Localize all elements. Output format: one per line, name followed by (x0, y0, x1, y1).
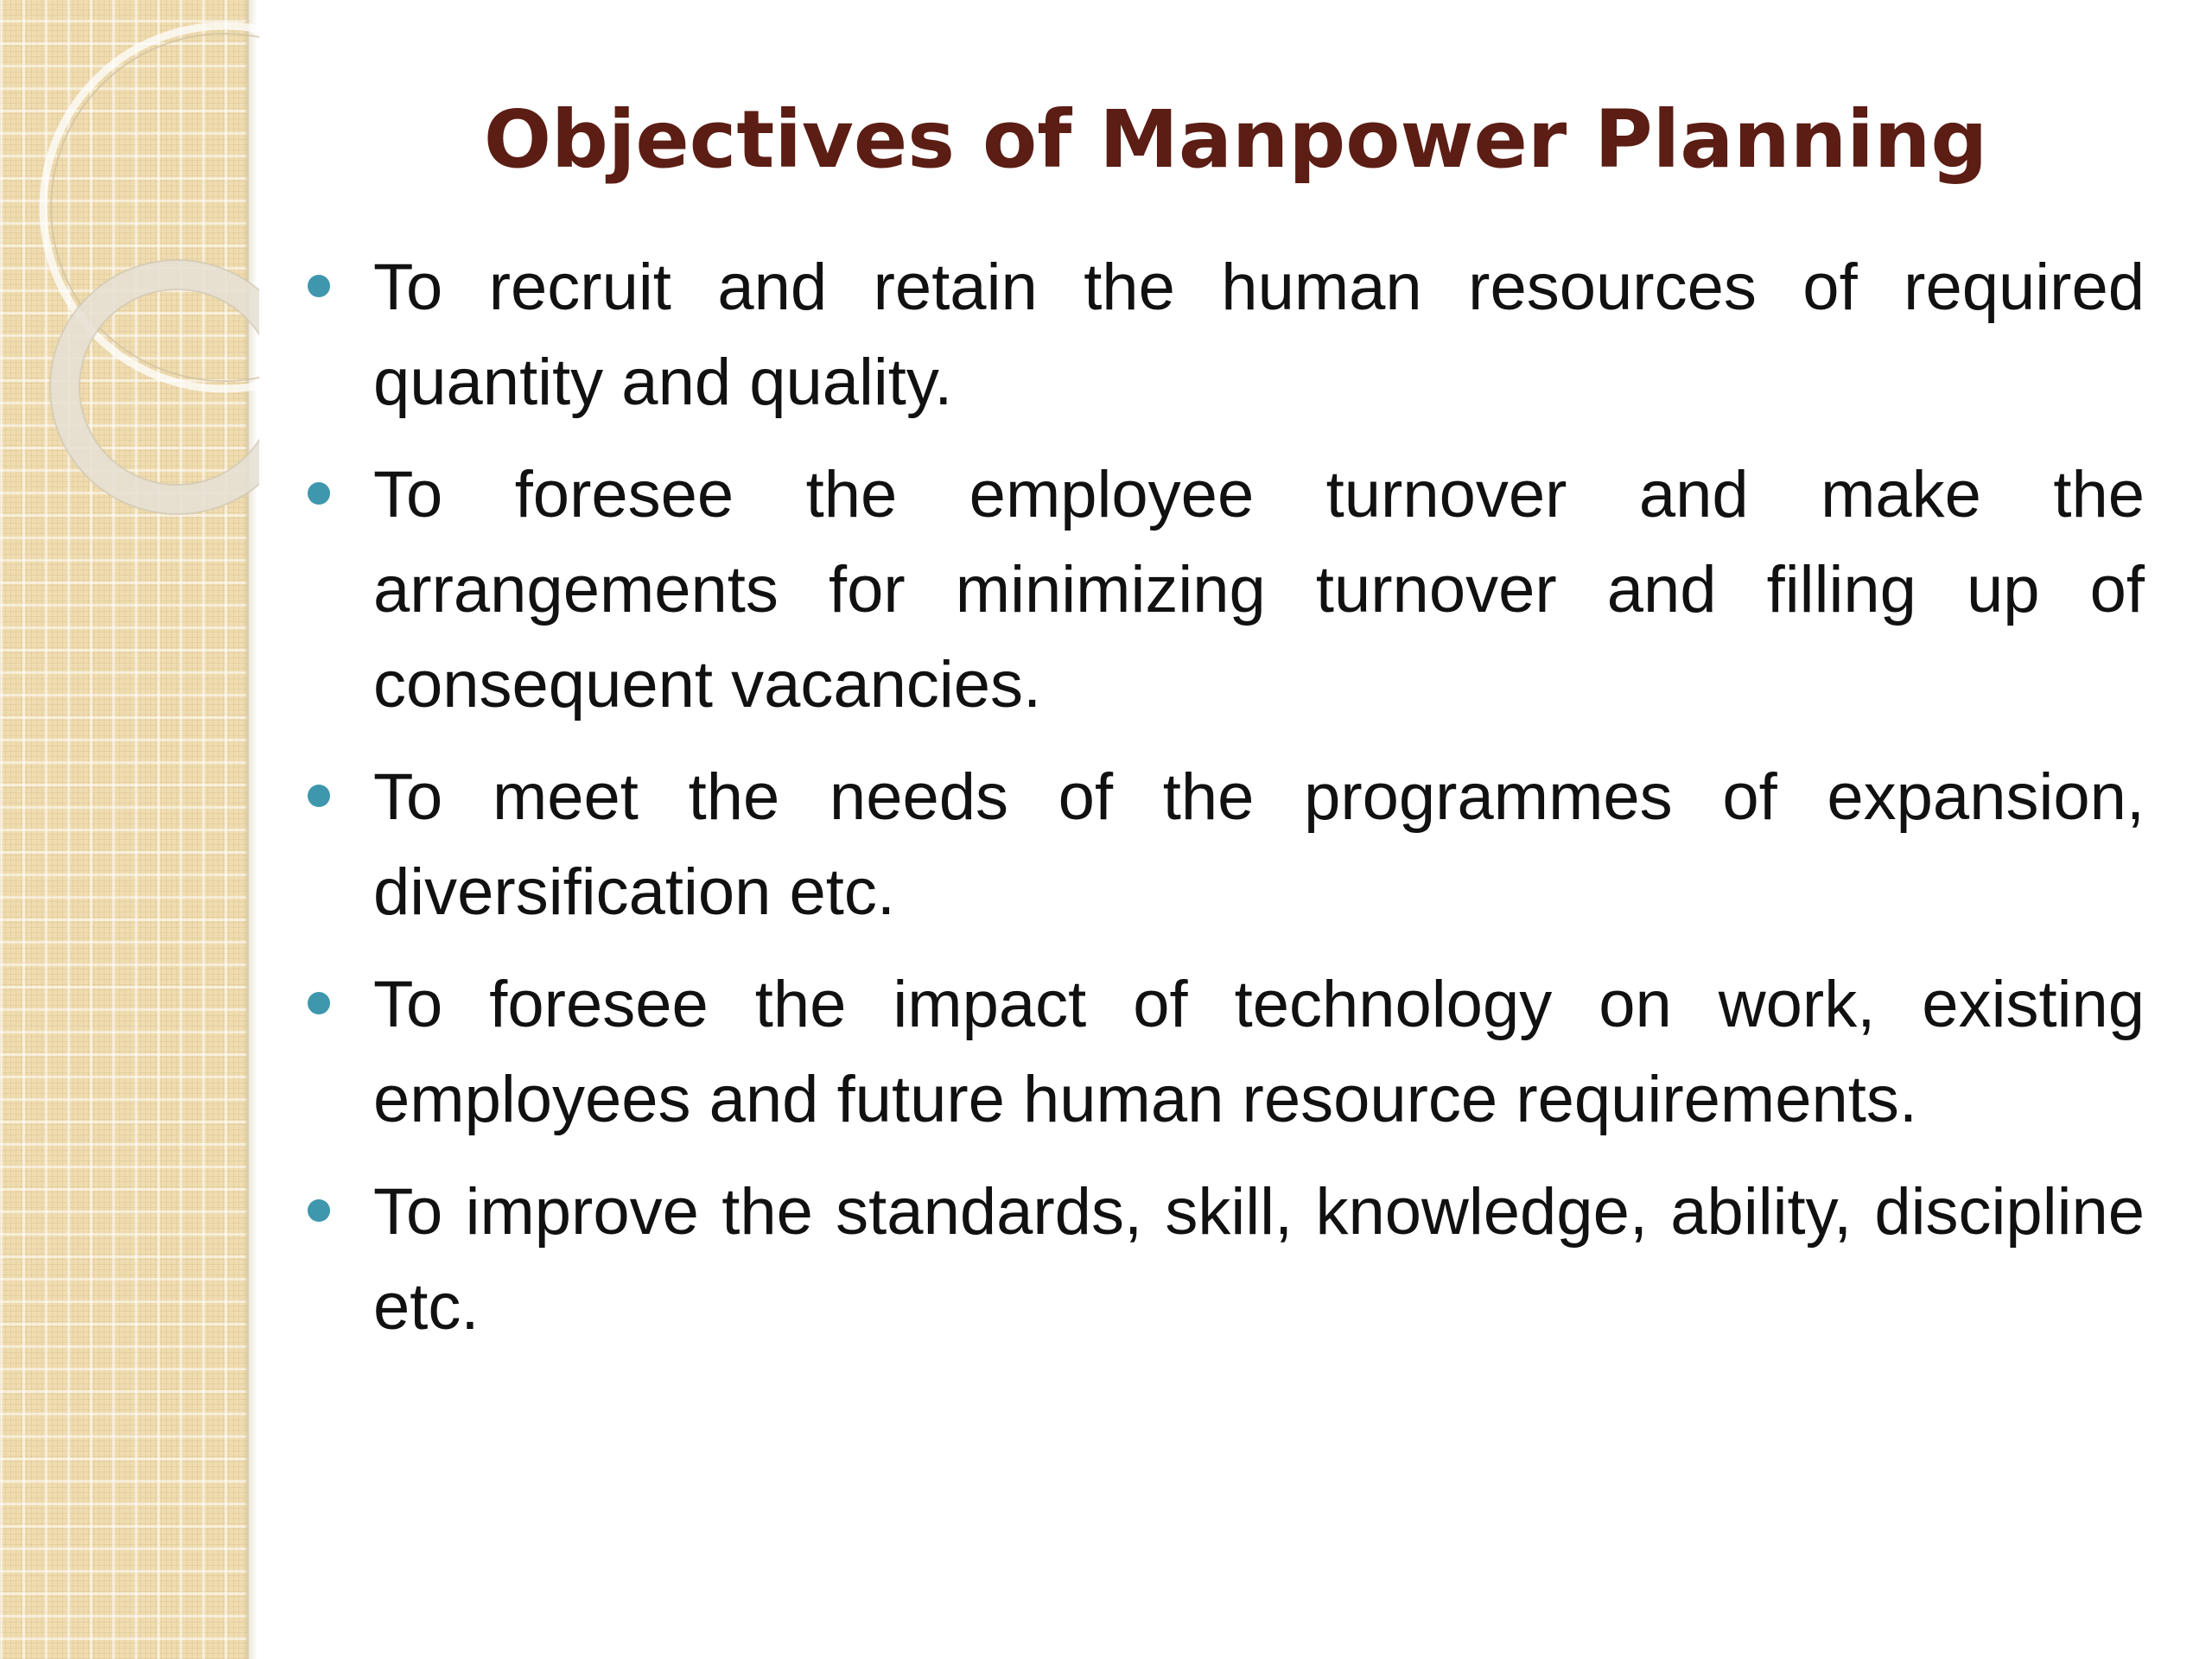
bullet-dot-icon (308, 785, 330, 807)
bullet-dot-icon (308, 482, 330, 505)
bullet-dot-icon (308, 992, 330, 1014)
list-item-text: To meet the needs of the programmes of expansion, diversification etc. (373, 760, 2145, 929)
list-item (304, 957, 2145, 1147)
slide-title: Objectives of Manpower Planning (483, 93, 1988, 186)
list-item-text: To foresee the employee turnover and make the arrangements for minimizing turnover and filling up of consequent vacancies. (373, 458, 2145, 721)
decorative-rings-icon (0, 0, 259, 553)
list-item-text: To foresee the impact of technology on work, existing employees and future human resource requirements. (373, 968, 2145, 1136)
objectives-list (304, 240, 2145, 1372)
list-item (304, 1165, 2145, 1355)
bullet-dot-icon (308, 275, 330, 297)
list-item-text: To recruit and retain the human resources of required quantity and quality. (373, 251, 2145, 419)
list-item (304, 240, 2145, 430)
list-item (304, 750, 2145, 940)
bullet-dot-icon (308, 1199, 330, 1222)
list-item (304, 448, 2145, 733)
list-item-text: To improve the standards, skill, knowledge, ability, discipline etc. (373, 1175, 2145, 1344)
